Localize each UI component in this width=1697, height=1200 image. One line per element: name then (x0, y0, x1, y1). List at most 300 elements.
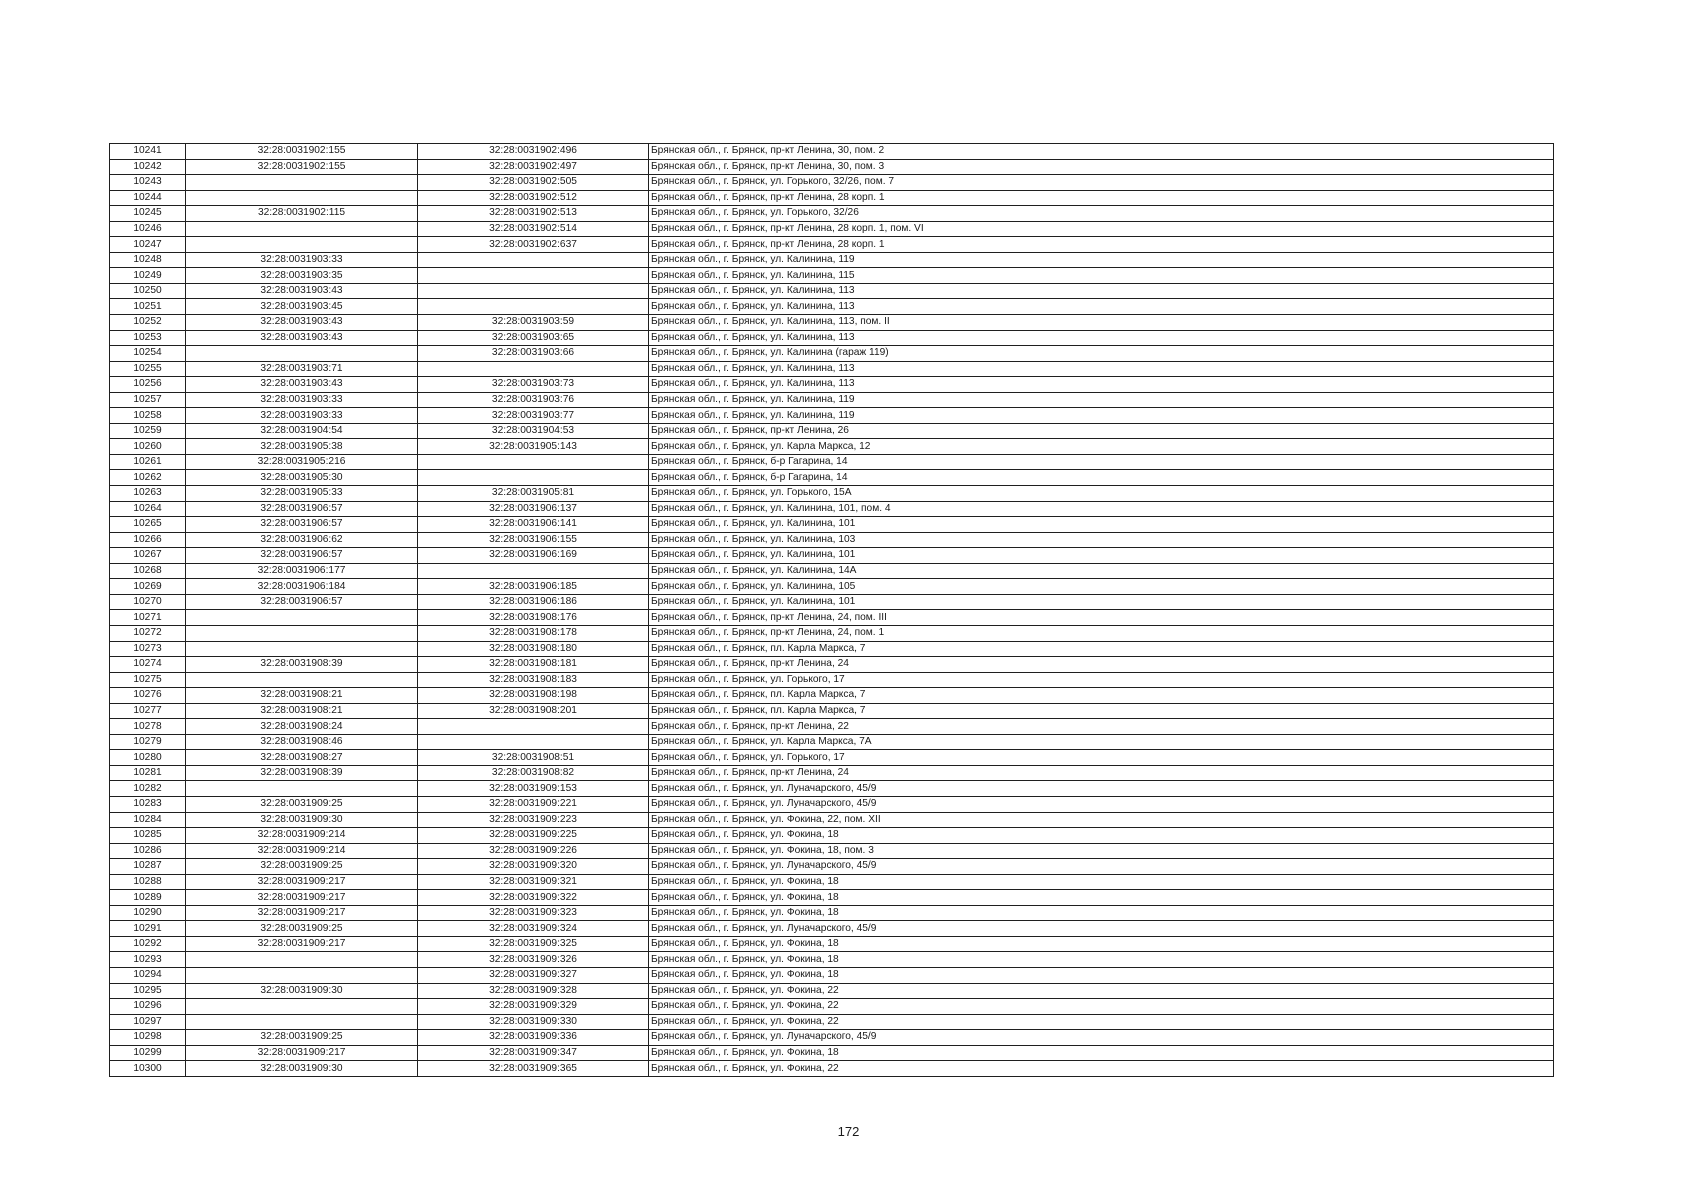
parent-cadastral-number-cell: 32:28:0031902:115 (186, 206, 418, 222)
parent-cadastral-number-cell: 32:28:0031908:24 (186, 719, 418, 735)
table-row (110, 594, 1554, 610)
object-cadastral-number-cell: 32:28:0031904:53 (418, 423, 649, 439)
row-number-cell: 10293 (110, 952, 186, 968)
address-cell: Брянская обл., г. Брянск, ул. Фокина, 22 (649, 1061, 1554, 1077)
address-cell: Брянская обл., г. Брянск, б-р Гагарина, 14 (649, 470, 1554, 486)
address-cell: Брянская обл., г. Брянск, ул. Калинина, 115 (649, 268, 1554, 284)
parent-cadastral-number-cell: 32:28:0031903:33 (186, 392, 418, 408)
parent-cadastral-number-cell: 32:28:0031903:35 (186, 268, 418, 284)
address-cell: Брянская обл., г. Брянск, ул. Луначарского, 45/9 (649, 859, 1554, 875)
table-row (110, 781, 1554, 797)
table-row (110, 548, 1554, 564)
table-row (110, 688, 1554, 704)
object-cadastral-number-cell: 32:28:0031909:153 (418, 781, 649, 797)
address-cell: Брянская обл., г. Брянск, ул. Калинина, 101 (649, 594, 1554, 610)
address-cell: Брянская обл., г. Брянск, ул. Калинина, 119 (649, 252, 1554, 268)
table-row (110, 470, 1554, 486)
parent-cadastral-number-cell: 32:28:0031909:217 (186, 874, 418, 890)
row-number-cell: 10269 (110, 579, 186, 595)
row-number-cell: 10296 (110, 999, 186, 1015)
table-row (110, 1061, 1554, 1077)
row-number-cell: 10279 (110, 734, 186, 750)
table-row (110, 237, 1554, 253)
address-cell: Брянская обл., г. Брянск, пр-кт Ленина, 24, пом. 1 (649, 625, 1554, 641)
address-cell: Брянская обл., г. Брянск, пр-кт Ленина, 24, пом. III (649, 610, 1554, 626)
table-row (110, 890, 1554, 906)
object-cadastral-number-cell: 32:28:0031909:330 (418, 1014, 649, 1030)
parent-cadastral-number-cell: 32:28:0031906:184 (186, 579, 418, 595)
address-cell: Брянская обл., г. Брянск, ул. Фокина, 18 (649, 890, 1554, 906)
parent-cadastral-number-cell: 32:28:0031902:155 (186, 159, 418, 175)
row-number-cell: 10271 (110, 610, 186, 626)
table-row (110, 268, 1554, 284)
parent-cadastral-number-cell (186, 346, 418, 362)
row-number-cell: 10300 (110, 1061, 186, 1077)
table-row (110, 936, 1554, 952)
table-row (110, 921, 1554, 937)
parent-cadastral-number-cell: 32:28:0031905:38 (186, 439, 418, 455)
object-cadastral-number-cell: 32:28:0031909:223 (418, 812, 649, 828)
row-number-cell: 10291 (110, 921, 186, 937)
row-number-cell: 10262 (110, 470, 186, 486)
parent-cadastral-number-cell (186, 999, 418, 1015)
object-cadastral-number-cell: 32:28:0031902:497 (418, 159, 649, 175)
address-cell: Брянская обл., г. Брянск, ул. Фокина, 22 (649, 983, 1554, 999)
table-row (110, 796, 1554, 812)
row-number-cell: 10261 (110, 454, 186, 470)
row-number-cell: 10299 (110, 1045, 186, 1061)
table-row (110, 999, 1554, 1015)
parent-cadastral-number-cell: 32:28:0031909:25 (186, 796, 418, 812)
table-row (110, 672, 1554, 688)
table-row (110, 423, 1554, 439)
row-number-cell: 10264 (110, 501, 186, 517)
property-register-table (109, 143, 1554, 1077)
parent-cadastral-number-cell: 32:28:0031909:30 (186, 983, 418, 999)
table-row (110, 299, 1554, 315)
address-cell: Брянская обл., г. Брянск, ул. Калинина, 113 (649, 283, 1554, 299)
address-cell: Брянская обл., г. Брянск, ул. Фокина, 18 (649, 936, 1554, 952)
address-cell: Брянская обл., г. Брянск, ул. Горького, 17 (649, 672, 1554, 688)
address-cell: Брянская обл., г. Брянск, ул. Фокина, 18 (649, 952, 1554, 968)
address-cell: Брянская обл., г. Брянск, пр-кт Ленина, 24 (649, 657, 1554, 673)
object-cadastral-number-cell: 32:28:0031902:514 (418, 221, 649, 237)
row-number-cell: 10283 (110, 796, 186, 812)
row-number-cell: 10272 (110, 625, 186, 641)
table-row (110, 159, 1554, 175)
address-cell: Брянская обл., г. Брянск, ул. Горького, 17 (649, 750, 1554, 766)
table-row (110, 1030, 1554, 1046)
object-cadastral-number-cell: 32:28:0031908:176 (418, 610, 649, 626)
object-cadastral-number-cell: 32:28:0031906:185 (418, 579, 649, 595)
address-cell: Брянская обл., г. Брянск, ул. Горького, 32/26, пом. 7 (649, 175, 1554, 191)
parent-cadastral-number-cell: 32:28:0031909:25 (186, 1030, 418, 1046)
parent-cadastral-number-cell: 32:28:0031906:57 (186, 548, 418, 564)
parent-cadastral-number-cell: 32:28:0031905:216 (186, 454, 418, 470)
row-number-cell: 10256 (110, 377, 186, 393)
address-cell: Брянская обл., г. Брянск, пл. Карла Маркса, 7 (649, 641, 1554, 657)
address-cell: Брянская обл., г. Брянск, ул. Луначарского, 45/9 (649, 1030, 1554, 1046)
table-row (110, 657, 1554, 673)
table-row (110, 983, 1554, 999)
table-row (110, 625, 1554, 641)
object-cadastral-number-cell: 32:28:0031906:169 (418, 548, 649, 564)
row-number-cell: 10249 (110, 268, 186, 284)
row-number-cell: 10252 (110, 315, 186, 331)
object-cadastral-number-cell (418, 470, 649, 486)
address-cell: Брянская обл., г. Брянск, ул. Калинина, 105 (649, 579, 1554, 595)
address-cell: Брянская обл., г. Брянск, ул. Фокина, 22, пом. XII (649, 812, 1554, 828)
parent-cadastral-number-cell (186, 641, 418, 657)
table-row (110, 610, 1554, 626)
parent-cadastral-number-cell: 32:28:0031908:21 (186, 703, 418, 719)
table-row (110, 874, 1554, 890)
object-cadastral-number-cell: 32:28:0031908:201 (418, 703, 649, 719)
parent-cadastral-number-cell (186, 1014, 418, 1030)
table-row (110, 454, 1554, 470)
parent-cadastral-number-cell: 32:28:0031906:62 (186, 532, 418, 548)
object-cadastral-number-cell (418, 719, 649, 735)
row-number-cell: 10241 (110, 144, 186, 160)
parent-cadastral-number-cell: 32:28:0031909:217 (186, 936, 418, 952)
parent-cadastral-number-cell (186, 781, 418, 797)
object-cadastral-number-cell: 32:28:0031902:512 (418, 190, 649, 206)
address-cell: Брянская обл., г. Брянск, пл. Карла Маркса, 7 (649, 703, 1554, 719)
address-cell: Брянская обл., г. Брянск, б-р Гагарина, 14 (649, 454, 1554, 470)
object-cadastral-number-cell: 32:28:0031908:178 (418, 625, 649, 641)
address-cell: Брянская обл., г. Брянск, ул. Калинина, 113, пом. II (649, 315, 1554, 331)
row-number-cell: 10257 (110, 392, 186, 408)
parent-cadastral-number-cell: 32:28:0031909:214 (186, 843, 418, 859)
row-number-cell: 10255 (110, 361, 186, 377)
row-number-cell: 10273 (110, 641, 186, 657)
parent-cadastral-number-cell (186, 221, 418, 237)
table-row (110, 532, 1554, 548)
object-cadastral-number-cell (418, 299, 649, 315)
row-number-cell: 10248 (110, 252, 186, 268)
object-cadastral-number-cell: 32:28:0031909:365 (418, 1061, 649, 1077)
table-row (110, 330, 1554, 346)
row-number-cell: 10297 (110, 1014, 186, 1030)
address-cell: Брянская обл., г. Брянск, ул. Фокина, 18 (649, 1045, 1554, 1061)
row-number-cell: 10292 (110, 936, 186, 952)
parent-cadastral-number-cell (186, 625, 418, 641)
address-cell: Брянская обл., г. Брянск, ул. Калинина, 113 (649, 299, 1554, 315)
table-row (110, 315, 1554, 331)
object-cadastral-number-cell: 32:28:0031908:198 (418, 688, 649, 704)
object-cadastral-number-cell: 32:28:0031906:141 (418, 517, 649, 533)
address-cell: Брянская обл., г. Брянск, ул. Фокина, 22 (649, 999, 1554, 1015)
address-cell: Брянская обл., г. Брянск, ул. Луначарского, 45/9 (649, 921, 1554, 937)
parent-cadastral-number-cell: 32:28:0031908:21 (186, 688, 418, 704)
object-cadastral-number-cell: 32:28:0031903:77 (418, 408, 649, 424)
parent-cadastral-number-cell: 32:28:0031906:57 (186, 517, 418, 533)
row-number-cell: 10250 (110, 283, 186, 299)
address-cell: Брянская обл., г. Брянск, ул. Калинина, 119 (649, 392, 1554, 408)
address-cell: Брянская обл., г. Брянск, ул. Калинина (гараж 119) (649, 346, 1554, 362)
address-cell: Брянская обл., г. Брянск, ул. Калинина, 113 (649, 377, 1554, 393)
parent-cadastral-number-cell: 32:28:0031903:71 (186, 361, 418, 377)
object-cadastral-number-cell: 32:28:0031903:65 (418, 330, 649, 346)
table-row (110, 859, 1554, 875)
parent-cadastral-number-cell: 32:28:0031903:33 (186, 252, 418, 268)
row-number-cell: 10268 (110, 563, 186, 579)
row-number-cell: 10244 (110, 190, 186, 206)
row-number-cell: 10242 (110, 159, 186, 175)
object-cadastral-number-cell: 32:28:0031902:637 (418, 237, 649, 253)
table-row (110, 905, 1554, 921)
table-row (110, 1045, 1554, 1061)
table-row (110, 1014, 1554, 1030)
table-row (110, 812, 1554, 828)
object-cadastral-number-cell: 32:28:0031909:336 (418, 1030, 649, 1046)
parent-cadastral-number-cell: 32:28:0031909:214 (186, 828, 418, 844)
address-cell: Брянская обл., г. Брянск, ул. Калинина, 14А (649, 563, 1554, 579)
table-row (110, 392, 1554, 408)
row-number-cell: 10275 (110, 672, 186, 688)
table-row (110, 206, 1554, 222)
address-cell: Брянская обл., г. Брянск, ул. Калинина, 103 (649, 532, 1554, 548)
address-cell: Брянская обл., г. Брянск, пр-кт Ленина, 30, пом. 2 (649, 144, 1554, 160)
table-row (110, 408, 1554, 424)
table-row (110, 734, 1554, 750)
parent-cadastral-number-cell (186, 175, 418, 191)
object-cadastral-number-cell: 32:28:0031909:322 (418, 890, 649, 906)
parent-cadastral-number-cell: 32:28:0031906:57 (186, 594, 418, 610)
parent-cadastral-number-cell: 32:28:0031903:33 (186, 408, 418, 424)
object-cadastral-number-cell: 32:28:0031902:505 (418, 175, 649, 191)
address-cell: Брянская обл., г. Брянск, пр-кт Ленина, 24 (649, 765, 1554, 781)
object-cadastral-number-cell (418, 454, 649, 470)
table-row (110, 579, 1554, 595)
row-number-cell: 10284 (110, 812, 186, 828)
table-row (110, 765, 1554, 781)
parent-cadastral-number-cell (186, 610, 418, 626)
parent-cadastral-number-cell: 32:28:0031908:39 (186, 765, 418, 781)
table-row (110, 346, 1554, 362)
object-cadastral-number-cell (418, 563, 649, 579)
parent-cadastral-number-cell (186, 672, 418, 688)
object-cadastral-number-cell (418, 268, 649, 284)
parent-cadastral-number-cell: 32:28:0031908:46 (186, 734, 418, 750)
table-row (110, 641, 1554, 657)
object-cadastral-number-cell: 32:28:0031909:324 (418, 921, 649, 937)
row-number-cell: 10267 (110, 548, 186, 564)
row-number-cell: 10247 (110, 237, 186, 253)
object-cadastral-number-cell: 32:28:0031902:496 (418, 144, 649, 160)
parent-cadastral-number-cell (186, 967, 418, 983)
table-row (110, 283, 1554, 299)
row-number-cell: 10287 (110, 859, 186, 875)
page-number: 172 (837, 1124, 860, 1139)
object-cadastral-number-cell: 32:28:0031905:81 (418, 486, 649, 502)
table-row (110, 563, 1554, 579)
row-number-cell: 10295 (110, 983, 186, 999)
row-number-cell: 10259 (110, 423, 186, 439)
row-number-cell: 10245 (110, 206, 186, 222)
object-cadastral-number-cell: 32:28:0031909:225 (418, 828, 649, 844)
row-number-cell: 10253 (110, 330, 186, 346)
parent-cadastral-number-cell: 32:28:0031902:155 (186, 144, 418, 160)
row-number-cell: 10286 (110, 843, 186, 859)
object-cadastral-number-cell: 32:28:0031903:59 (418, 315, 649, 331)
object-cadastral-number-cell: 32:28:0031908:82 (418, 765, 649, 781)
row-number-cell: 10281 (110, 765, 186, 781)
row-number-cell: 10274 (110, 657, 186, 673)
table-row (110, 703, 1554, 719)
object-cadastral-number-cell (418, 361, 649, 377)
table-row (110, 719, 1554, 735)
parent-cadastral-number-cell: 32:28:0031909:25 (186, 921, 418, 937)
table-row (110, 843, 1554, 859)
parent-cadastral-number-cell: 32:28:0031905:30 (186, 470, 418, 486)
table-row (110, 377, 1554, 393)
row-number-cell: 10265 (110, 517, 186, 533)
object-cadastral-number-cell: 32:28:0031909:329 (418, 999, 649, 1015)
address-cell: Брянская обл., г. Брянск, пр-кт Ленина, 30, пом. 3 (649, 159, 1554, 175)
parent-cadastral-number-cell: 32:28:0031909:25 (186, 859, 418, 875)
parent-cadastral-number-cell: 32:28:0031903:45 (186, 299, 418, 315)
object-cadastral-number-cell: 32:28:0031909:328 (418, 983, 649, 999)
object-cadastral-number-cell: 32:28:0031909:327 (418, 967, 649, 983)
object-cadastral-number-cell: 32:28:0031903:76 (418, 392, 649, 408)
row-number-cell: 10266 (110, 532, 186, 548)
parent-cadastral-number-cell: 32:28:0031903:43 (186, 283, 418, 299)
object-cadastral-number-cell: 32:28:0031908:183 (418, 672, 649, 688)
parent-cadastral-number-cell: 32:28:0031903:43 (186, 315, 418, 331)
row-number-cell: 10277 (110, 703, 186, 719)
parent-cadastral-number-cell: 32:28:0031909:217 (186, 890, 418, 906)
parent-cadastral-number-cell: 32:28:0031906:57 (186, 501, 418, 517)
object-cadastral-number-cell: 32:28:0031906:137 (418, 501, 649, 517)
object-cadastral-number-cell: 32:28:0031908:180 (418, 641, 649, 657)
table-row (110, 361, 1554, 377)
parent-cadastral-number-cell: 32:28:0031903:43 (186, 377, 418, 393)
object-cadastral-number-cell: 32:28:0031905:143 (418, 439, 649, 455)
table-row (110, 486, 1554, 502)
table-row (110, 750, 1554, 766)
parent-cadastral-number-cell: 32:28:0031908:27 (186, 750, 418, 766)
address-cell: Брянская обл., г. Брянск, пр-кт Ленина, 22 (649, 719, 1554, 735)
parent-cadastral-number-cell: 32:28:0031904:54 (186, 423, 418, 439)
address-cell: Брянская обл., г. Брянск, ул. Луначарского, 45/9 (649, 796, 1554, 812)
address-cell: Брянская обл., г. Брянск, ул. Калинина, 101, пом. 4 (649, 501, 1554, 517)
address-cell: Брянская обл., г. Брянск, ул. Фокина, 18, пом. 3 (649, 843, 1554, 859)
object-cadastral-number-cell: 32:28:0031909:325 (418, 936, 649, 952)
address-cell: Брянская обл., г. Брянск, ул. Горького, 32/26 (649, 206, 1554, 222)
object-cadastral-number-cell: 32:28:0031908:51 (418, 750, 649, 766)
object-cadastral-number-cell: 32:28:0031909:321 (418, 874, 649, 890)
parent-cadastral-number-cell: 32:28:0031905:33 (186, 486, 418, 502)
object-cadastral-number-cell (418, 734, 649, 750)
object-cadastral-number-cell: 32:28:0031909:347 (418, 1045, 649, 1061)
address-cell: Брянская обл., г. Брянск, ул. Карла Маркса, 7А (649, 734, 1554, 750)
address-cell: Брянская обл., г. Брянск, ул. Калинина, 113 (649, 361, 1554, 377)
object-cadastral-number-cell: 32:28:0031903:66 (418, 346, 649, 362)
parent-cadastral-number-cell (186, 952, 418, 968)
object-cadastral-number-cell: 32:28:0031909:326 (418, 952, 649, 968)
table-row (110, 501, 1554, 517)
row-number-cell: 10251 (110, 299, 186, 315)
row-number-cell: 10288 (110, 874, 186, 890)
object-cadastral-number-cell: 32:28:0031902:513 (418, 206, 649, 222)
table-row (110, 439, 1554, 455)
row-number-cell: 10278 (110, 719, 186, 735)
address-cell: Брянская обл., г. Брянск, пр-кт Ленина, 28 корп. 1 (649, 237, 1554, 253)
table-row (110, 252, 1554, 268)
table-row (110, 517, 1554, 533)
object-cadastral-number-cell: 32:28:0031909:323 (418, 905, 649, 921)
row-number-cell: 10282 (110, 781, 186, 797)
object-cadastral-number-cell: 32:28:0031909:320 (418, 859, 649, 875)
object-cadastral-number-cell: 32:28:0031903:73 (418, 377, 649, 393)
address-cell: Брянская обл., г. Брянск, ул. Горького, 15А (649, 486, 1554, 502)
table-row (110, 221, 1554, 237)
address-cell: Брянская обл., г. Брянск, ул. Луначарского, 45/9 (649, 781, 1554, 797)
address-cell: Брянская обл., г. Брянск, ул. Фокина, 18 (649, 967, 1554, 983)
parent-cadastral-number-cell: 32:28:0031909:217 (186, 1045, 418, 1061)
row-number-cell: 10270 (110, 594, 186, 610)
row-number-cell: 10263 (110, 486, 186, 502)
address-cell: Брянская обл., г. Брянск, ул. Калинина, 119 (649, 408, 1554, 424)
parent-cadastral-number-cell (186, 237, 418, 253)
row-number-cell: 10289 (110, 890, 186, 906)
table-row (110, 828, 1554, 844)
row-number-cell: 10258 (110, 408, 186, 424)
table-row (110, 175, 1554, 191)
address-cell: Брянская обл., г. Брянск, ул. Карла Маркса, 12 (649, 439, 1554, 455)
address-cell: Брянская обл., г. Брянск, пр-кт Ленина, 28 корп. 1, пом. VI (649, 221, 1554, 237)
object-cadastral-number-cell: 32:28:0031906:186 (418, 594, 649, 610)
address-cell: Брянская обл., г. Брянск, пр-кт Ленина, 28 корп. 1 (649, 190, 1554, 206)
register-sheet (109, 143, 1554, 1077)
row-number-cell: 10246 (110, 221, 186, 237)
table-row (110, 144, 1554, 160)
parent-cadastral-number-cell: 32:28:0031909:30 (186, 1061, 418, 1077)
address-cell: Брянская обл., г. Брянск, пр-кт Ленина, 26 (649, 423, 1554, 439)
row-number-cell: 10280 (110, 750, 186, 766)
table-row (110, 190, 1554, 206)
address-cell: Брянская обл., г. Брянск, ул. Фокина, 18 (649, 828, 1554, 844)
row-number-cell: 10260 (110, 439, 186, 455)
row-number-cell: 10294 (110, 967, 186, 983)
row-number-cell: 10290 (110, 905, 186, 921)
parent-cadastral-number-cell: 32:28:0031903:43 (186, 330, 418, 346)
row-number-cell: 10254 (110, 346, 186, 362)
table-row (110, 952, 1554, 968)
object-cadastral-number-cell: 32:28:0031908:181 (418, 657, 649, 673)
parent-cadastral-number-cell: 32:28:0031909:217 (186, 905, 418, 921)
address-cell: Брянская обл., г. Брянск, ул. Калинина, 101 (649, 548, 1554, 564)
row-number-cell: 10243 (110, 175, 186, 191)
object-cadastral-number-cell: 32:28:0031909:221 (418, 796, 649, 812)
address-cell: Брянская обл., г. Брянск, пл. Карла Маркса, 7 (649, 688, 1554, 704)
address-cell: Брянская обл., г. Брянск, ул. Калинина, 101 (649, 517, 1554, 533)
parent-cadastral-number-cell: 32:28:0031906:177 (186, 563, 418, 579)
address-cell: Брянская обл., г. Брянск, ул. Фокина, 22 (649, 1014, 1554, 1030)
row-number-cell: 10285 (110, 828, 186, 844)
object-cadastral-number-cell (418, 283, 649, 299)
parent-cadastral-number-cell (186, 190, 418, 206)
row-number-cell: 10298 (110, 1030, 186, 1046)
address-cell: Брянская обл., г. Брянск, ул. Фокина, 18 (649, 905, 1554, 921)
table-row (110, 967, 1554, 983)
row-number-cell: 10276 (110, 688, 186, 704)
address-cell: Брянская обл., г. Брянск, ул. Калинина, 113 (649, 330, 1554, 346)
parent-cadastral-number-cell: 32:28:0031909:30 (186, 812, 418, 828)
parent-cadastral-number-cell: 32:28:0031908:39 (186, 657, 418, 673)
address-cell: Брянская обл., г. Брянск, ул. Фокина, 18 (649, 874, 1554, 890)
